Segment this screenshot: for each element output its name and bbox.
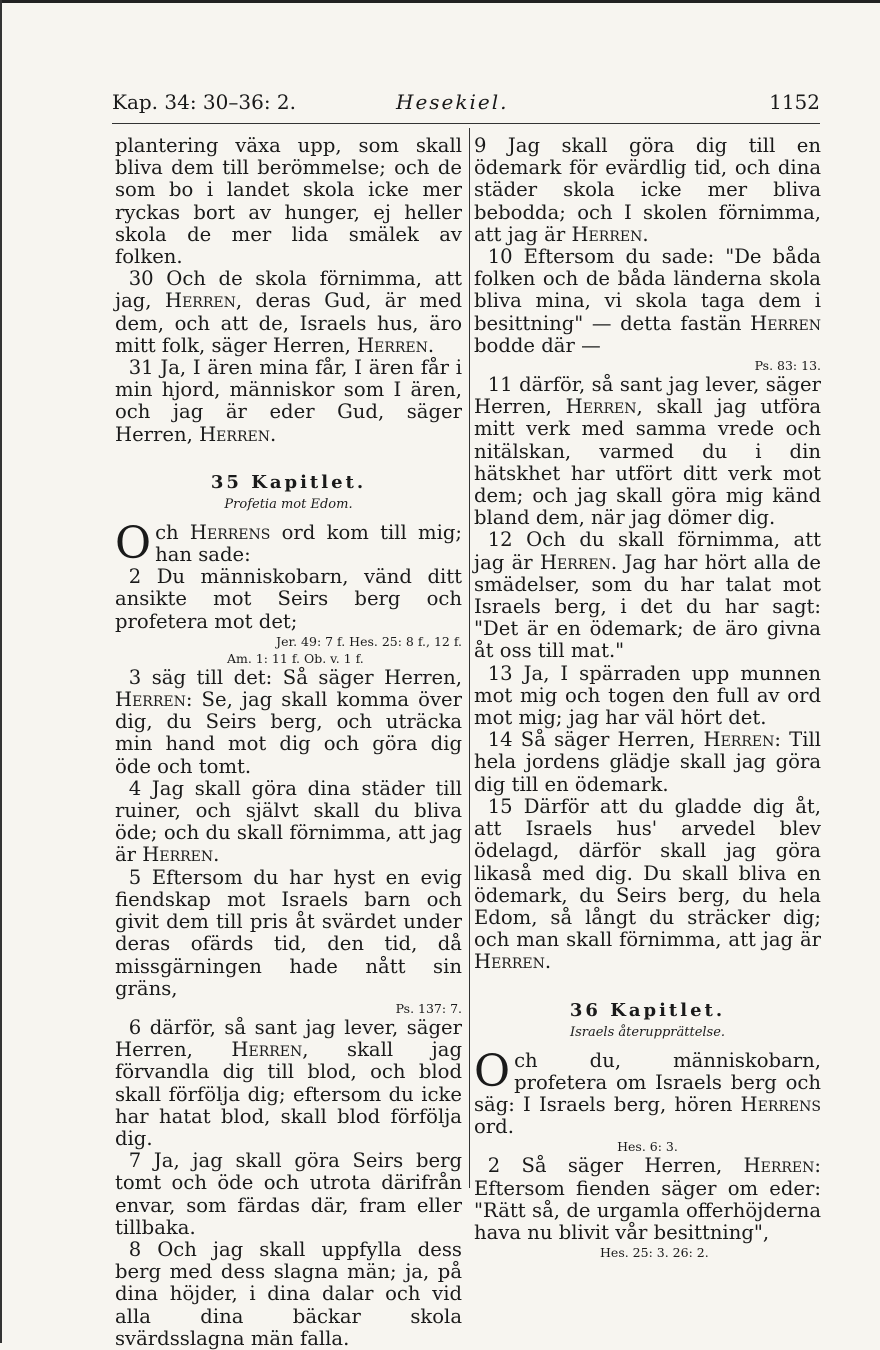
verse-36-1: Och du, människobarn, profetera om Israels berg och säg: I Israels berg, hören Herrens ord. Hes. 6: 3. [474, 1045, 821, 1155]
verse-35-1: Och Herrens ord kom till mig; han sade: [115, 517, 462, 569]
chapter-36-subtitle: Israels återupprättelse. [569, 1024, 726, 1040]
chapter-range: Kap. 34: 30–36: 2. [112, 90, 297, 114]
verse-35-4: 4 Jag skall göra dina städer till ruiner, och självt skall du bliva öde; och du skall förnimma, att jag är Herren. [115, 776, 462, 867]
chapter-36-heading: 36 Kapitlet. [569, 999, 726, 1021]
book-title: Hesekiel. [396, 90, 509, 114]
verse-35-9: 9 Jag skall göra dig till en ödemark för evärdlig tid, och dina städer skola icke mer bliva bebodda; och I skolen förnimma, att jag är Herren. [474, 134, 821, 246]
verse-35-3: 3 säg till det: Så säger Herren, Herren: Se, jag skall komma över dig, du Seirs berg, och uträcka min hand mot dig och göra dig öde och tomt. [115, 665, 462, 778]
verse-35-7: 7 Ja, jag skall göra Seirs berg tomt och öde och utrota därifrån envar, som färdas där, fram eller tillbaka. [115, 1149, 462, 1239]
running-header [112, 90, 820, 122]
cross-reference: Ps. 83: 13. [754, 358, 821, 374]
verse-36-2: 2 Så säger Herren, Herren: Eftersom fienden säger om eder: "Rätt så, de urgamla offerhöjderna hava nu blivit vår besittning", Hes. 25: 3. 26: 2. [474, 1154, 821, 1261]
column-divider [469, 128, 470, 1188]
verse-35-14: 14 Så säger Herren, Herren: Till hela jordens glädje skall jag göra dig till en ödemark. [474, 728, 821, 796]
chapter-35-heading: 35 Kapitlet. [210, 471, 367, 493]
cross-reference: Am. 1: 11 f. Ob. v. 1 f. [226, 650, 364, 666]
drop-cap: O [474, 1045, 511, 1097]
cross-reference: Jer. 49: 7 f. Hes. 25: 8 f., 12 f. [276, 633, 462, 649]
cross-reference: Ps. 137: 7. [395, 1000, 462, 1016]
verse-31: 31 Ja, I ären mina får, I ären får i min hjord, människor som I ären, och jag är eder Gud, säger Herren, Herren. [115, 356, 462, 446]
chapter-35-subtitle: Profetia mot Edom. [224, 496, 353, 512]
verse-35-5: 5 Eftersom du har hyst en evig fiendskap mot Israels barn och givit dem till pris åt svärdet under deras ofärds tid, den tid, då missgärningen hade nått sin gräns, Ps. 137: 7. [115, 865, 462, 1016]
page-number: 1152 [769, 90, 820, 114]
verse-35-12: 12 Och du skall förnimma, att jag är Herren. Jag har hört alla de smädelser, som du har talat mot Israels berg, i det du har sagt: "Det är en ödemark; de äro givna åt oss till mat." [474, 528, 821, 663]
cross-reference: Hes. 6: 3. [617, 1139, 678, 1155]
header-rule [112, 123, 820, 124]
verse-30: 30 Och de skola förnimma, att jag, Herren, deras Gud, är med dem, och att de, Israels hus, äro mitt folk, säger Herren, Herren. [115, 267, 462, 357]
verse-29-continued: plantering växa upp, som skall bliva dem till berömmelse; och de som bo i landet skola icke mer ryckas bort av hunger, ej heller skola de mer lida smälek av folken. [115, 134, 462, 269]
page-top-edge [0, 0, 880, 3]
right-column [474, 135, 821, 1261]
left-column [115, 135, 462, 1350]
page-left-edge [0, 0, 2, 1343]
verse-35-6: 6 därför, så sant jag lever, säger Herren, Herren, skall jag förvandla dig till blod, och blod skall förfölja dig; eftersom du icke har hatat blod, skall blod förfölja dig. [115, 1015, 462, 1150]
cross-reference: Hes. 25: 3. 26: 2. [600, 1245, 709, 1261]
verse-35-13: 13 Ja, I spärraden upp munnen mot mig och togen den full av ord mot mig; jag har väl hört det. [474, 661, 821, 730]
drop-cap: O [115, 517, 152, 569]
verse-35-2: 2 Du människobarn, vänd ditt ansikte mot Seirs berg och profetera mot det; Jer. 49: 7 f. Hes. 25: 8 f., 12 f. Am. 1: 11 f. Ob. v. 1 f. [115, 565, 462, 666]
verse-35-15: 15 Därför att du gladde dig åt, att Israels hus' arvedel blev ödelagd, därför skall jag göra likaså med dig. Du skall bliva en ödemark, du Seirs berg, du hela Edom, så långt du sträcker dig; och man skall förnimma, att jag är Herren. [474, 794, 821, 974]
verse-35-8: 8 Och jag skall uppfylla dess berg med dess slagna män; ja, på dina höjder, i dina dalar och vid alla dina bäckar skola svärdsslagna män falla. [115, 1237, 462, 1350]
verse-35-11: 11 därför, så sant jag lever, säger Herren, Herren, skall jag utföra mitt verk med samma vrede och nitälskan, varmed du i din hätskhet har utfört ditt verk mot dem; och jag skall göra mig känd bland dem, när jag dömer dig. [474, 373, 821, 530]
verse-35-10: 10 Eftersom du sade: "De båda folken och de båda länderna skola bliva mina, vi skola taga dem i besittning" — detta fastän Herren bodde där — Ps. 83: 13. [474, 245, 821, 374]
